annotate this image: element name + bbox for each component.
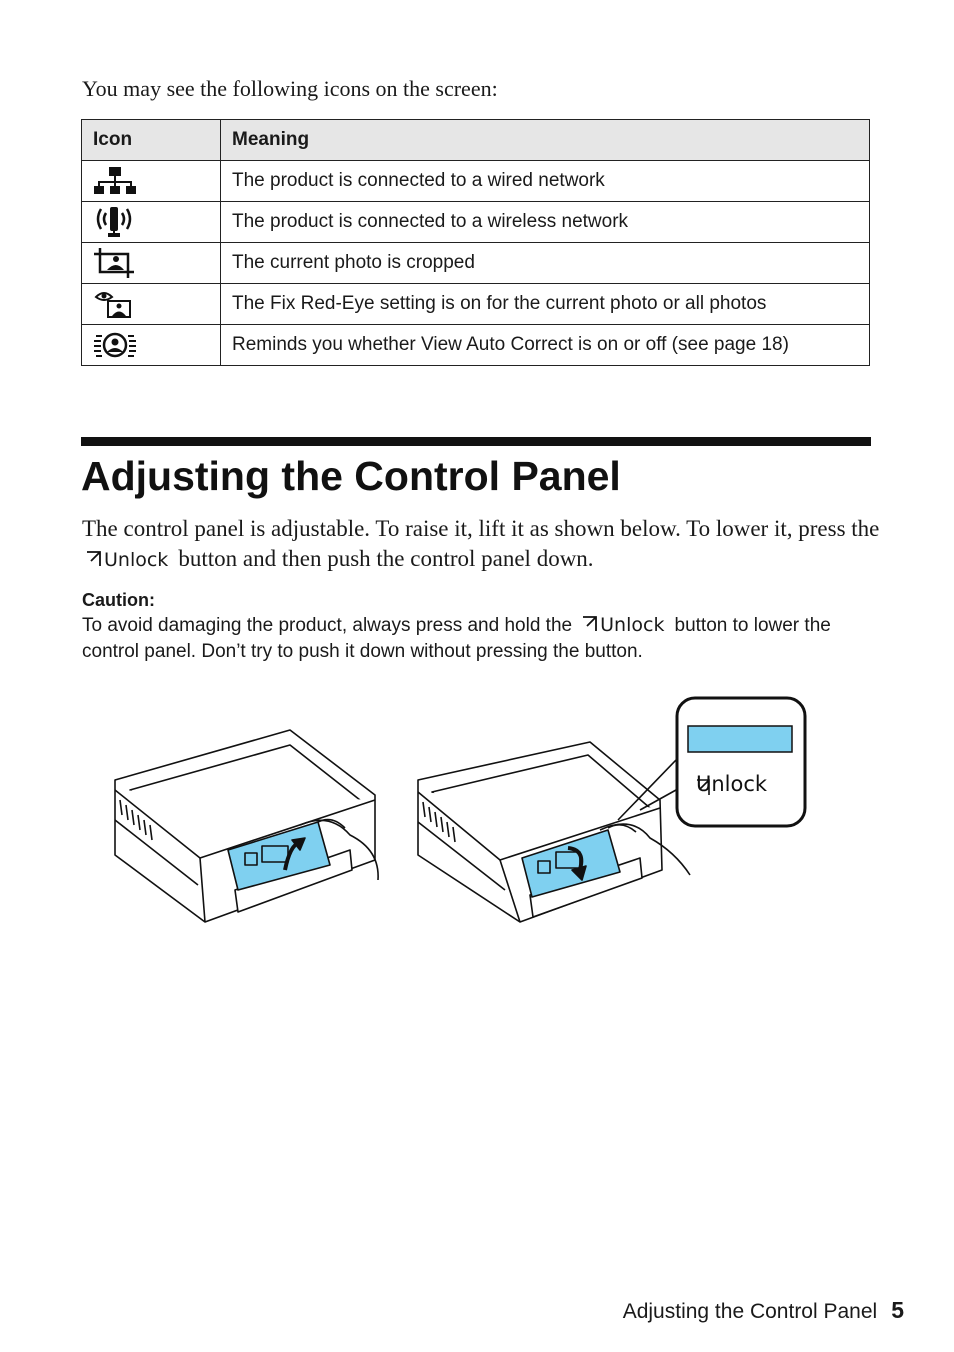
unlock-inline (86, 549, 174, 571)
wireless-network-icon (94, 205, 134, 239)
table-row (82, 284, 870, 325)
caution-text (82, 612, 872, 665)
page-number: 5 (891, 1297, 904, 1323)
table-row (82, 161, 870, 202)
intro-text: You may see the following icons on the screen: (82, 76, 498, 101)
auto-correct-icon (94, 330, 136, 360)
unlock-callout (677, 698, 805, 826)
unlock-label: Unlock (600, 614, 665, 636)
section-body (82, 514, 882, 575)
icon-cell (82, 243, 221, 284)
caution-label: Caution: (82, 590, 155, 610)
body-text-start: The control panel is adjustable. To raise it, lift it as shown below. To lower it, press the (82, 516, 880, 541)
icon-cell (82, 161, 221, 202)
footer-section: Adjusting the Control Panel (622, 1300, 878, 1323)
caution-text-start: To avoid damaging the product, always press and hold the (82, 615, 573, 636)
header-icon: Icon (82, 120, 221, 161)
meaning-cell: The Fix Red-Eye setting is on for the current photo or all photos (221, 284, 870, 325)
table-header-row (82, 120, 870, 161)
meaning-cell: Reminds you whether View Auto Correct is on or off (see page 18) (221, 325, 870, 366)
caution-text-end: button to lower the control panel. Don’t try to push it down without pressing the button. (82, 615, 831, 662)
wired-network-icon (94, 166, 136, 196)
table-row (82, 325, 870, 366)
header-meaning: Meaning (221, 120, 870, 161)
red-eye-icon (94, 289, 134, 319)
unlock-inline (576, 614, 670, 636)
meaning-cell: The current photo is cropped (221, 243, 870, 284)
printer-lower-illustration (418, 742, 690, 922)
printer-raise-illustration (115, 730, 378, 922)
icon-table (81, 119, 870, 366)
meaning-cell: The product is connected to a wireless network (221, 202, 870, 243)
icon-cell (82, 325, 221, 366)
callout-display (688, 726, 792, 752)
unlock-icon (582, 615, 598, 632)
table-row (82, 243, 870, 284)
table-row (82, 202, 870, 243)
section-rule (81, 437, 871, 446)
icon-cell (82, 202, 221, 243)
section-title: Adjusting the Control Panel (81, 453, 621, 499)
unlock-icon (86, 550, 102, 567)
body-text-end: button and then push the control panel down. (178, 546, 594, 571)
cropped-photo-icon (94, 248, 134, 278)
unlock-label: Unlock (104, 549, 169, 571)
callout-unlock-label: Unlock (696, 772, 768, 796)
meaning-cell: The product is connected to a wired network (221, 161, 870, 202)
page-footer (623, 1295, 904, 1327)
icon-cell (82, 284, 221, 325)
control-panel-illustration (100, 690, 820, 940)
